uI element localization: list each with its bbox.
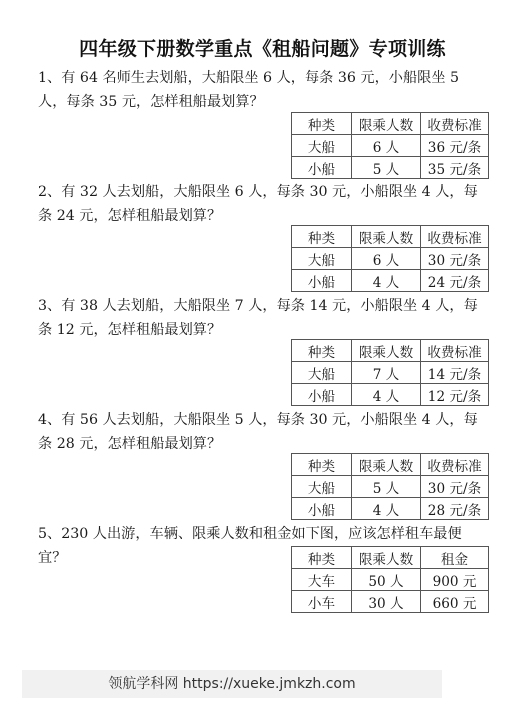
table-cell: 大车 [292,569,352,591]
problem-3-text: 3、有 38 人去划船，大船限坐 7 人，每条 14 元，小船限坐 4 人，每条 12 元，怎样租船最划算？ [38,298,478,338]
table-cell: 30 元/条 [421,476,489,498]
table-cell: 4 人 [352,498,421,520]
table-header-row [292,226,489,248]
table-header-cell: 种类 [292,226,352,248]
table-row [292,362,489,384]
table-header-cell: 种类 [292,340,352,362]
table-header-row [292,113,489,135]
table-cell: 5 人 [352,476,421,498]
problem-2-table [291,225,489,292]
table-cell: 12 元/条 [421,384,489,406]
table-header-cell: 种类 [292,547,352,569]
table-cell: 小船 [292,384,352,406]
table-row [292,270,489,292]
problem-4-table [291,453,489,520]
table-cell: 大船 [292,476,352,498]
problem-1-text: 1、有 64 名师生去划船，大船限坐 6 人，每条 36 元，小船限坐 5 人，每条 35 元，怎样租船最划算？ [38,70,460,110]
table-header-row [292,547,489,569]
table-header-cell: 租金 [421,547,489,569]
table-cell: 大船 [292,362,352,384]
table-cell: 35 元/条 [421,157,489,179]
problem-2-text: 2、有 32 人去划船，大船限坐 6 人，每条 30 元，小船限坐 4 人，每条 24 元，怎样租船最划算？ [38,184,478,224]
table-header-cell: 种类 [292,113,352,135]
table-cell: 小车 [292,591,352,613]
table-cell: 小船 [292,157,352,179]
table-row [292,157,489,179]
page-title: 四年级下册数学重点《租船问题》专项训练 [79,38,446,60]
table-header-cell: 限乘人数 [352,340,421,362]
table-header-cell: 收费标准 [421,226,489,248]
table-header-cell: 限乘人数 [352,547,421,569]
table-cell: 4 人 [352,384,421,406]
table-cell: 6 人 [352,248,421,270]
problem-5-text: 5、230 人出游，车辆、限乘人数和租金如下图，应该怎样租车最便宜？ [38,526,462,566]
table-cell: 36 元/条 [421,135,489,157]
table-cell: 5 人 [352,157,421,179]
table-row [292,476,489,498]
table-header-cell: 收费标准 [421,340,489,362]
table-header-cell: 收费标准 [421,454,489,476]
table-cell: 7 人 [352,362,421,384]
table-header-cell: 限乘人数 [352,454,421,476]
table-header-row [292,454,489,476]
table-header-cell: 限乘人数 [352,113,421,135]
table-row [292,569,489,591]
table-header-cell: 限乘人数 [352,226,421,248]
table-cell: 24 元/条 [421,270,489,292]
table-cell: 14 元/条 [421,362,489,384]
table-row [292,498,489,520]
table-cell: 6 人 [352,135,421,157]
table-header-cell: 种类 [292,454,352,476]
table-row [292,591,489,613]
table-cell: 50 人 [352,569,421,591]
table-cell: 28 元/条 [421,498,489,520]
problem-4-text: 4、有 56 人去划船，大船限坐 5 人，每条 30 元，小船限坐 4 人，每条 28 元，怎样租船最划算？ [38,412,478,452]
problem-5-table [291,546,489,613]
table-cell: 大船 [292,248,352,270]
table-cell: 大船 [292,135,352,157]
table-cell: 小船 [292,498,352,520]
table-row [292,135,489,157]
table-cell: 30 人 [352,591,421,613]
watermark-footer: 领航学科网 https://xueke.jmkzh.com [22,670,442,698]
table-cell: 660 元 [421,591,489,613]
table-header-cell: 收费标准 [421,113,489,135]
table-header-row [292,340,489,362]
table-cell: 小船 [292,270,352,292]
problem-3-table [291,339,489,406]
table-cell: 900 元 [421,569,489,591]
table-row [292,384,489,406]
table-cell: 30 元/条 [421,248,489,270]
table-row [292,248,489,270]
problem-1-table [291,112,489,179]
table-cell: 4 人 [352,270,421,292]
